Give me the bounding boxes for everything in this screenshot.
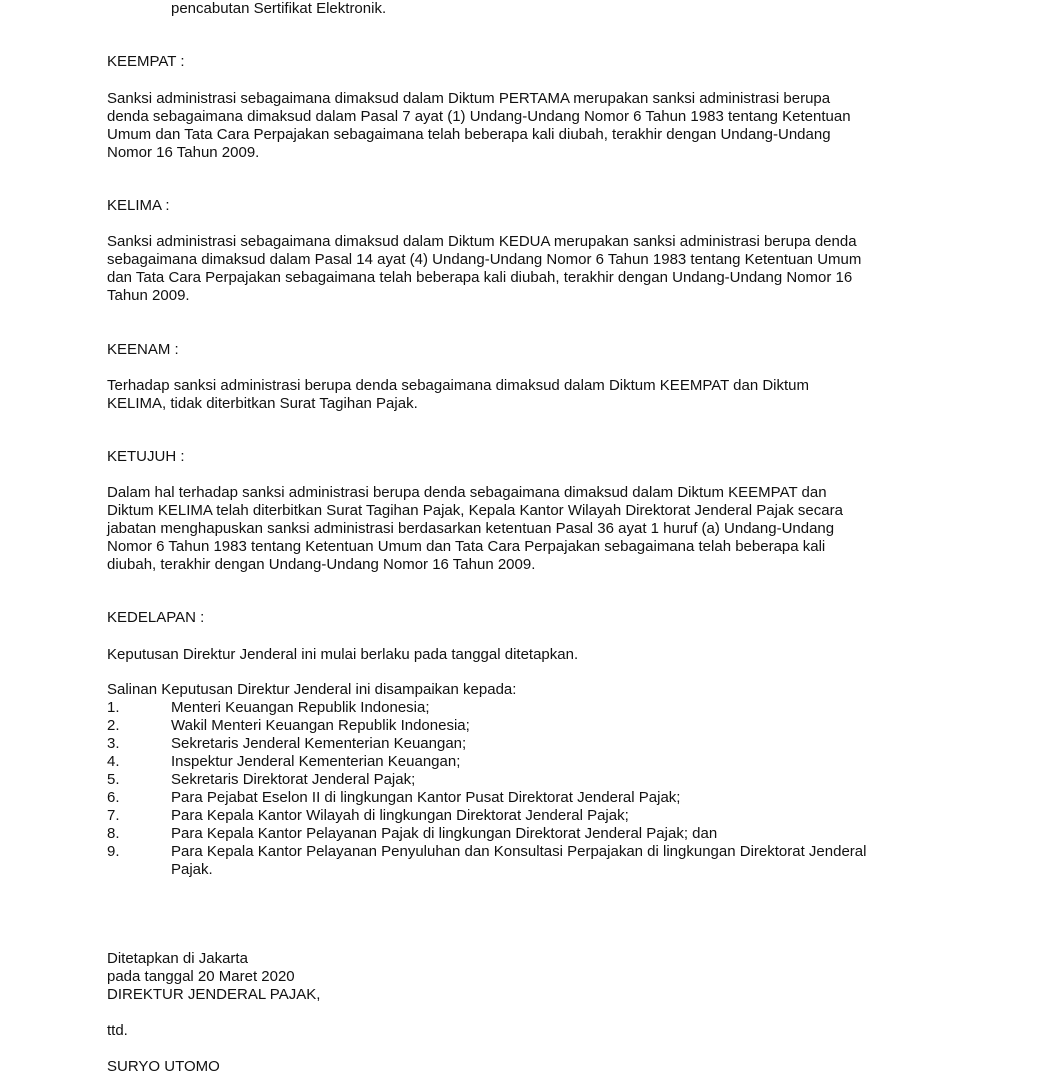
paragraph-line: denda sebagaimana dimaksud dalam Pasal 7 ayat (1) Undang-Undang Nomor 6 Tahun 1983 tentang Ketentuan <box>107 108 851 125</box>
section-heading: KEEMPAT : <box>107 53 185 70</box>
paragraph-line: Nomor 6 Tahun 1983 tentang Ketentuan Umum dan Tata Cara Perpajakan sebagaimana telah beberapa kali <box>107 538 826 555</box>
distribution-item <box>107 753 866 771</box>
distribution-item <box>107 861 866 879</box>
top-line: pencabutan Sertifikat Elektronik. <box>171 0 387 17</box>
item-number: 5. <box>107 771 120 788</box>
distribution-item <box>107 699 866 717</box>
item-number: 2. <box>107 717 120 734</box>
paragraph-line: Sanksi administrasi sebagaimana dimaksud dalam Diktum PERTAMA merupakan sanksi administrasi berupa <box>107 90 831 107</box>
paragraph-line: Terhadap sanksi administrasi berupa denda sebagaimana dimaksud dalam Diktum KEEMPAT dan Diktum <box>107 377 810 394</box>
signature-title: DIREKTUR JENDERAL PAJAK, <box>107 986 321 1003</box>
section-heading: KEDELAPAN : <box>107 609 205 626</box>
paragraph-line: Umum dan Tata Cara Perpajakan sebagaimana telah beberapa kali diubah, terakhir dengan Undang-Undang <box>107 126 831 143</box>
item-text: Para Kepala Kantor Wilayah di lingkungan Direktorat Jenderal Pajak; <box>171 807 629 824</box>
distribution-item <box>107 843 866 861</box>
distribution-item <box>107 789 866 807</box>
distribution-intro: Salinan Keputusan Direktur Jenderal ini disampaikan kepada: <box>107 681 517 698</box>
item-text: Sekretaris Direktorat Jenderal Pajak; <box>171 771 416 788</box>
distribution-item <box>107 825 866 843</box>
item-text: Para Kepala Kantor Pelayanan Penyuluhan dan Konsultasi Perpajakan di lingkungan Direktorat Jenderal <box>171 843 867 860</box>
section-heading: KEENAM : <box>107 341 179 358</box>
section-paragraph <box>107 484 843 574</box>
item-number <box>107 861 171 879</box>
section-paragraph <box>107 90 851 162</box>
item-number: 1. <box>107 699 120 716</box>
item-text: Pajak. <box>171 861 213 878</box>
item-number: 3. <box>107 735 120 752</box>
paragraph-line: diubah, terakhir dengan Undang-Undang Nomor 16 Tahun 2009. <box>107 556 536 573</box>
paragraph-line: KELIMA, tidak diterbitkan Surat Tagihan Pajak. <box>107 395 418 412</box>
distribution-item <box>107 735 866 753</box>
paragraph-line: Diktum KELIMA telah diterbitkan Surat Tagihan Pajak, Kepala Kantor Wilayah Direktorat Jenderal Pajak secara <box>107 502 843 519</box>
distribution-item <box>107 717 866 735</box>
distribution-list <box>107 699 866 879</box>
paragraph-line: Sanksi administrasi sebagaimana dimaksud dalam Diktum KEDUA merupakan sanksi administrasi berupa denda <box>107 233 857 250</box>
section-paragraph <box>107 233 861 305</box>
item-number: 9. <box>107 843 120 860</box>
paragraph-line: Tahun 2009. <box>107 287 190 304</box>
paragraph-line: Dalam hal terhadap sanksi administrasi berupa denda sebagaimana dimaksud dalam Diktum KEEMPAT dan <box>107 484 827 501</box>
item-number: 6. <box>107 789 120 806</box>
item-text: Para Pejabat Eselon II di lingkungan Kantor Pusat Direktorat Jenderal Pajak; <box>171 789 681 806</box>
signature-date: pada tanggal 20 Maret 2020 <box>107 968 295 985</box>
paragraph-line: jabatan menghapuskan sanksi administrasi berdasarkan ketentuan Pasal 36 ayat 1 huruf (a) Undang-Undang <box>107 520 835 537</box>
distribution-item <box>107 771 866 789</box>
paragraph-line: Keputusan Direktur Jenderal ini mulai berlaku pada tanggal ditetapkan. <box>107 646 579 663</box>
section-heading: KETUJUH : <box>107 448 185 465</box>
item-text: Para Kepala Kantor Pelayanan Pajak di lingkungan Direktorat Jenderal Pajak; dan <box>171 825 718 842</box>
paragraph-line: Nomor 16 Tahun 2009. <box>107 144 260 161</box>
section-heading: KELIMA : <box>107 197 170 214</box>
item-text: Menteri Keuangan Republik Indonesia; <box>171 699 430 716</box>
item-text: Wakil Menteri Keuangan Republik Indonesia; <box>171 717 470 734</box>
item-number: 8. <box>107 825 120 842</box>
item-text: Sekretaris Jenderal Kementerian Keuangan; <box>171 735 467 752</box>
section-paragraph <box>107 377 809 413</box>
paragraph-line: dan Tata Cara Perpajakan sebagaimana telah beberapa kali diubah, terakhir dengan Undang-Undang Nomor 16 <box>107 269 853 286</box>
item-text: Inspektur Jenderal Kementerian Keuangan; <box>171 753 461 770</box>
paragraph-line: sebagaimana dimaksud dalam Pasal 14 ayat (4) Undang-Undang Nomor 6 Tahun 1983 tentang Ketentuan Umum <box>107 251 862 268</box>
item-number: 7. <box>107 807 120 824</box>
signature-signed: ttd. <box>107 1022 128 1039</box>
section-paragraph <box>107 646 578 664</box>
signature-name: SURYO UTOMO <box>107 1058 220 1075</box>
signature-place: Ditetapkan di Jakarta <box>107 950 248 967</box>
distribution-item <box>107 807 866 825</box>
item-number: 4. <box>107 753 120 770</box>
